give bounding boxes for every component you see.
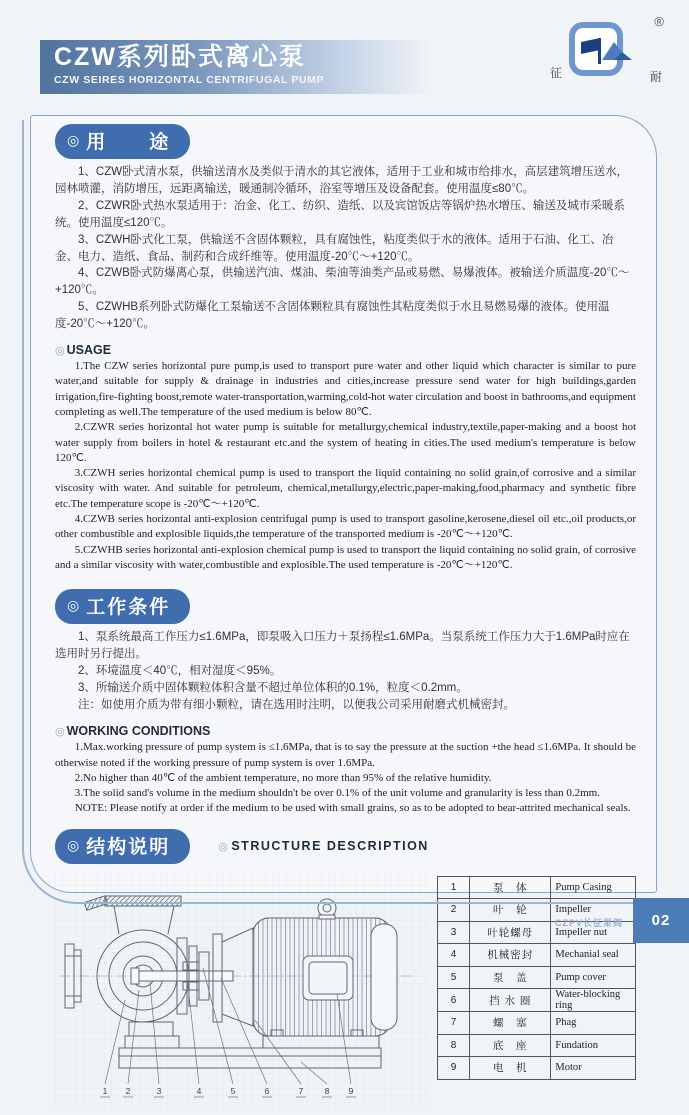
- part-number-cell: 5: [438, 966, 470, 989]
- part-name-cn-cell: 底 座: [470, 1034, 551, 1057]
- usage-cn-item: 3、CZWH卧式化工泵，供输送不含固体颗粒，具有腐蚀性，粘度类似于水的液体。适用于石油、化工、冶金、电力、造纸、食品、制药和合成纤维等。使用温度-20℃～+120℃。: [55, 233, 614, 263]
- conditions-cn-item: 注：如使用介质为带有细小颗粒，请在选用时注明，以便我公司采用耐磨式机械密封。: [78, 699, 515, 712]
- part-number: 1: [102, 1085, 108, 1096]
- ring-icon: ◎: [67, 836, 80, 853]
- part-name-cn-cell: 机械密封: [470, 944, 551, 967]
- part-name-cn-cell: 叶 轮: [470, 899, 551, 922]
- usage-en-paragraph: 5.CZWHB series horizontal anti-explosion chemical pump is used to transport the liquid containing no solid grain, of corrosive and a similar viscosity with water,combustible and explosible.The used temperature is -20℃～+120℃.: [55, 543, 636, 571]
- part-number: 4: [196, 1085, 202, 1096]
- diagram-part-numbers: [103, 1086, 354, 1096]
- part-name-en-cell: Water-blocking ring: [551, 989, 636, 1012]
- usage-en-heading-label: USAGE: [66, 343, 112, 358]
- page-subtitle: CZW SEIRES HORIZONTAL CENTRIFUGAL PUMP: [54, 73, 325, 86]
- structure-pill-label: 结构说明: [86, 836, 171, 858]
- structure-en-heading: [218, 839, 429, 853]
- part-name-cn-cell: 挡 水 圈: [470, 989, 551, 1012]
- page-number: 02: [651, 912, 671, 929]
- page-number-badge: [633, 898, 689, 943]
- ring-icon: ◎: [67, 132, 80, 148]
- part-name-en-cell: Phag: [551, 1012, 636, 1035]
- usage-cn-item: 2、CZWR卧式热水泵适用于：冶金、化工、纺织、造纸、以及宾馆饭店等锅炉热水增压、输送及城市采暖系统。使用温度≤120℃。: [55, 199, 625, 229]
- conditions-en-paragraph: 3.The solid sand's volume in the medium shouldn't be over 0.1% of the unit volume and granularity is less than 0.2mm.: [74, 787, 600, 800]
- usage-cn-item: 1、CZW卧式清水泵，供输送清水及类似于清水的其它液体，适用于工业和城市给排水，高层建筑增压送水，园林喷灌，消防增压，远距离输送，暖通制冷循环，浴室等增压及设备配套。使用温度≤80℃。: [55, 166, 629, 195]
- part-number: 9: [348, 1085, 354, 1096]
- ring-icon: ◎: [55, 345, 65, 358]
- conditions-en-paragraph: 1.Max.working pressure of pump system is ≤1.6MPa, that is to say the pressure at the suction +the head ≤1.6MPa. It should be otherwise noted if the working pressure of pump system is over 1.6MPa.: [55, 741, 636, 769]
- usage-cn-item: 4、CZWB卧式防爆离心泵，供输送汽油、煤油、柴油等油类产品或易燃、易爆液体。被输送介质温度-20℃～+120℃。: [55, 267, 630, 297]
- parts-table-row: [438, 1012, 636, 1035]
- usage-en-paragraph: 3.CZWH series horizontal chemical pump is used to transport the liquid containing no solid grain,of corrosive and a similar viscosity with water. And suitable for petroleum, chemical,metallurgy,electric,paper-making,food,pharmacy and synthetic fibre etc.The temperature scope is -20℃～+120℃.: [55, 467, 636, 510]
- parts-table-row: [438, 989, 636, 1012]
- conditions-en-list: [55, 740, 636, 816]
- part-name-cn-cell: 泵 体: [470, 876, 551, 899]
- usage-pill: [55, 124, 190, 159]
- registered-mark: ®: [654, 14, 664, 29]
- ring-icon: ◎: [67, 597, 80, 614]
- part-number-cell: 1: [438, 876, 470, 899]
- parts-table: [437, 876, 636, 1080]
- ring-icon: ◎: [218, 841, 230, 854]
- parts-table-body: [438, 876, 636, 1079]
- part-name-cn-cell: 电 机: [470, 1057, 551, 1080]
- ring-icon: ◎: [55, 726, 65, 739]
- part-number: 8: [324, 1085, 330, 1096]
- conditions-en-heading-label: WORKING CONDITIONS: [66, 724, 211, 739]
- parts-table-row: [438, 1034, 636, 1057]
- part-name-cn-cell: 螺 塞: [470, 1012, 551, 1035]
- conditions-en-heading: [55, 724, 636, 738]
- usage-en-paragraph: 1.The CZW series horizontal pure pump,is used to transport pure water and other liquid which character is similar to pure water,and suitable for supply & drainage in industries and cities,increase pressure send water for high buildings,garden irrigation,fire-fighting boost,remote water-transportation,warming,cold-hot water circulation and boost in bathrooms,and equipment completing as well.The temperature of the used medium is below 80℃.: [55, 360, 636, 418]
- part-name-en-cell: Impeller: [551, 899, 636, 922]
- structure-content: [55, 872, 636, 1110]
- parts-table-row: [438, 966, 636, 989]
- part-name-en-cell: Motor: [551, 1057, 636, 1080]
- usage-cn-list: [55, 164, 636, 333]
- parts-table-row: [438, 1057, 636, 1080]
- section-usage-cn: [55, 124, 636, 333]
- parts-table-row: [438, 876, 636, 899]
- conditions-en-paragraph: 2.No higher than 40℃ of the ambient temperature, no more than 95% of the relative humidity.: [74, 771, 492, 784]
- conditions-pill: [55, 589, 190, 624]
- part-name-en-cell: Impeller nut: [551, 921, 636, 944]
- page-title: CZW系列卧式离心泵: [54, 43, 306, 71]
- part-number-cell: 4: [438, 944, 470, 967]
- conditions-cn-list: [55, 629, 636, 714]
- section-conditions-en: [55, 724, 636, 816]
- pump-diagram: [55, 872, 427, 1110]
- part-number: 6: [264, 1085, 270, 1096]
- usage-en-paragraph: 2.CZWR series horizontal hot water pump is suitable for metallurgy,chemical industry,textile,paper-making and a boost hot water supply from boilers in hotel & restaurant etc.and the system of heating in cities.The used medium's temperature is below 120℃.: [55, 421, 636, 464]
- part-name-en-cell: Fundation: [551, 1034, 636, 1057]
- footer-brand: CZPV长征泵阀: [554, 918, 623, 928]
- parts-table-row: [438, 944, 636, 967]
- structure-pill: [55, 829, 190, 864]
- part-number: 7: [298, 1085, 304, 1096]
- part-name-cn-cell: 叶轮螺母: [470, 921, 551, 944]
- brand-logo: [548, 12, 668, 90]
- usage-pill-label: 用 途: [86, 132, 171, 153]
- usage-cn-item: 5、CZWHB系列卧式防爆化工泵输送不含固体颗粒具有腐蚀性其粘度类似于水且易燃易爆的液体。使用温度-20℃～+120℃。: [55, 301, 610, 331]
- usage-en-heading: [55, 343, 636, 357]
- part-number-cell: 9: [438, 1057, 470, 1080]
- logo-char-left: 征: [550, 66, 563, 80]
- usage-en-list: [55, 359, 636, 573]
- structure-en-heading-label: STRUCTURE DESCRIPTION: [231, 839, 429, 854]
- section-conditions-cn: [55, 589, 636, 714]
- logo-char-right: 耐: [649, 70, 662, 84]
- section-usage-en: [55, 343, 636, 573]
- part-number: 2: [125, 1085, 131, 1096]
- part-number-cell: 6: [438, 989, 470, 1012]
- part-number-cell: 8: [438, 1034, 470, 1057]
- part-number-cell: 2: [438, 899, 470, 922]
- part-number: 5: [230, 1085, 236, 1096]
- part-name-en-cell: Pump cover: [551, 966, 636, 989]
- part-number-cell: 7: [438, 1012, 470, 1035]
- conditions-pill-label: 工作条件: [86, 597, 171, 619]
- conditions-cn-item: 2、环境温度＜40℃，相对湿度＜95%。: [78, 665, 282, 678]
- conditions-cn-item: 1、泵系统最高工作压力≤1.6MPa，即泵吸入口压力＋泵扬程≤1.6MPa。当泵系统工作压力大于1.6MPa时应在选用时另行提出。: [55, 631, 630, 661]
- part-number-cell: 3: [438, 921, 470, 944]
- conditions-cn-item: 3、所输送介质中固体颗粒体积含量不超过单位体积的0.1%，粒度＜0.2mm。: [78, 682, 468, 695]
- part-number: 3: [156, 1085, 162, 1096]
- part-name-cn-cell: 泵 盖: [470, 966, 551, 989]
- pump-diagram-drawing: [55, 872, 427, 1110]
- conditions-en-paragraph: NOTE: Please notify at order if the medium to be used with small grains, so as to be adopted to bear-attrited mechanical seals.: [74, 802, 631, 815]
- section-structure-heading: [55, 829, 636, 864]
- page-header-bar: [40, 40, 432, 94]
- part-name-en-cell: Pump Casing: [551, 876, 636, 899]
- usage-en-paragraph: 4.CZWB series horizontal anti-explosion centrifugal pump is used to transport gasoline,kerosene,diesel oil etc.,oil products,or other combustible and explosible liquids,the temperature of the transported medium is -20℃～+120℃.: [55, 513, 636, 541]
- part-name-en-cell: Mechanial seal: [551, 944, 636, 967]
